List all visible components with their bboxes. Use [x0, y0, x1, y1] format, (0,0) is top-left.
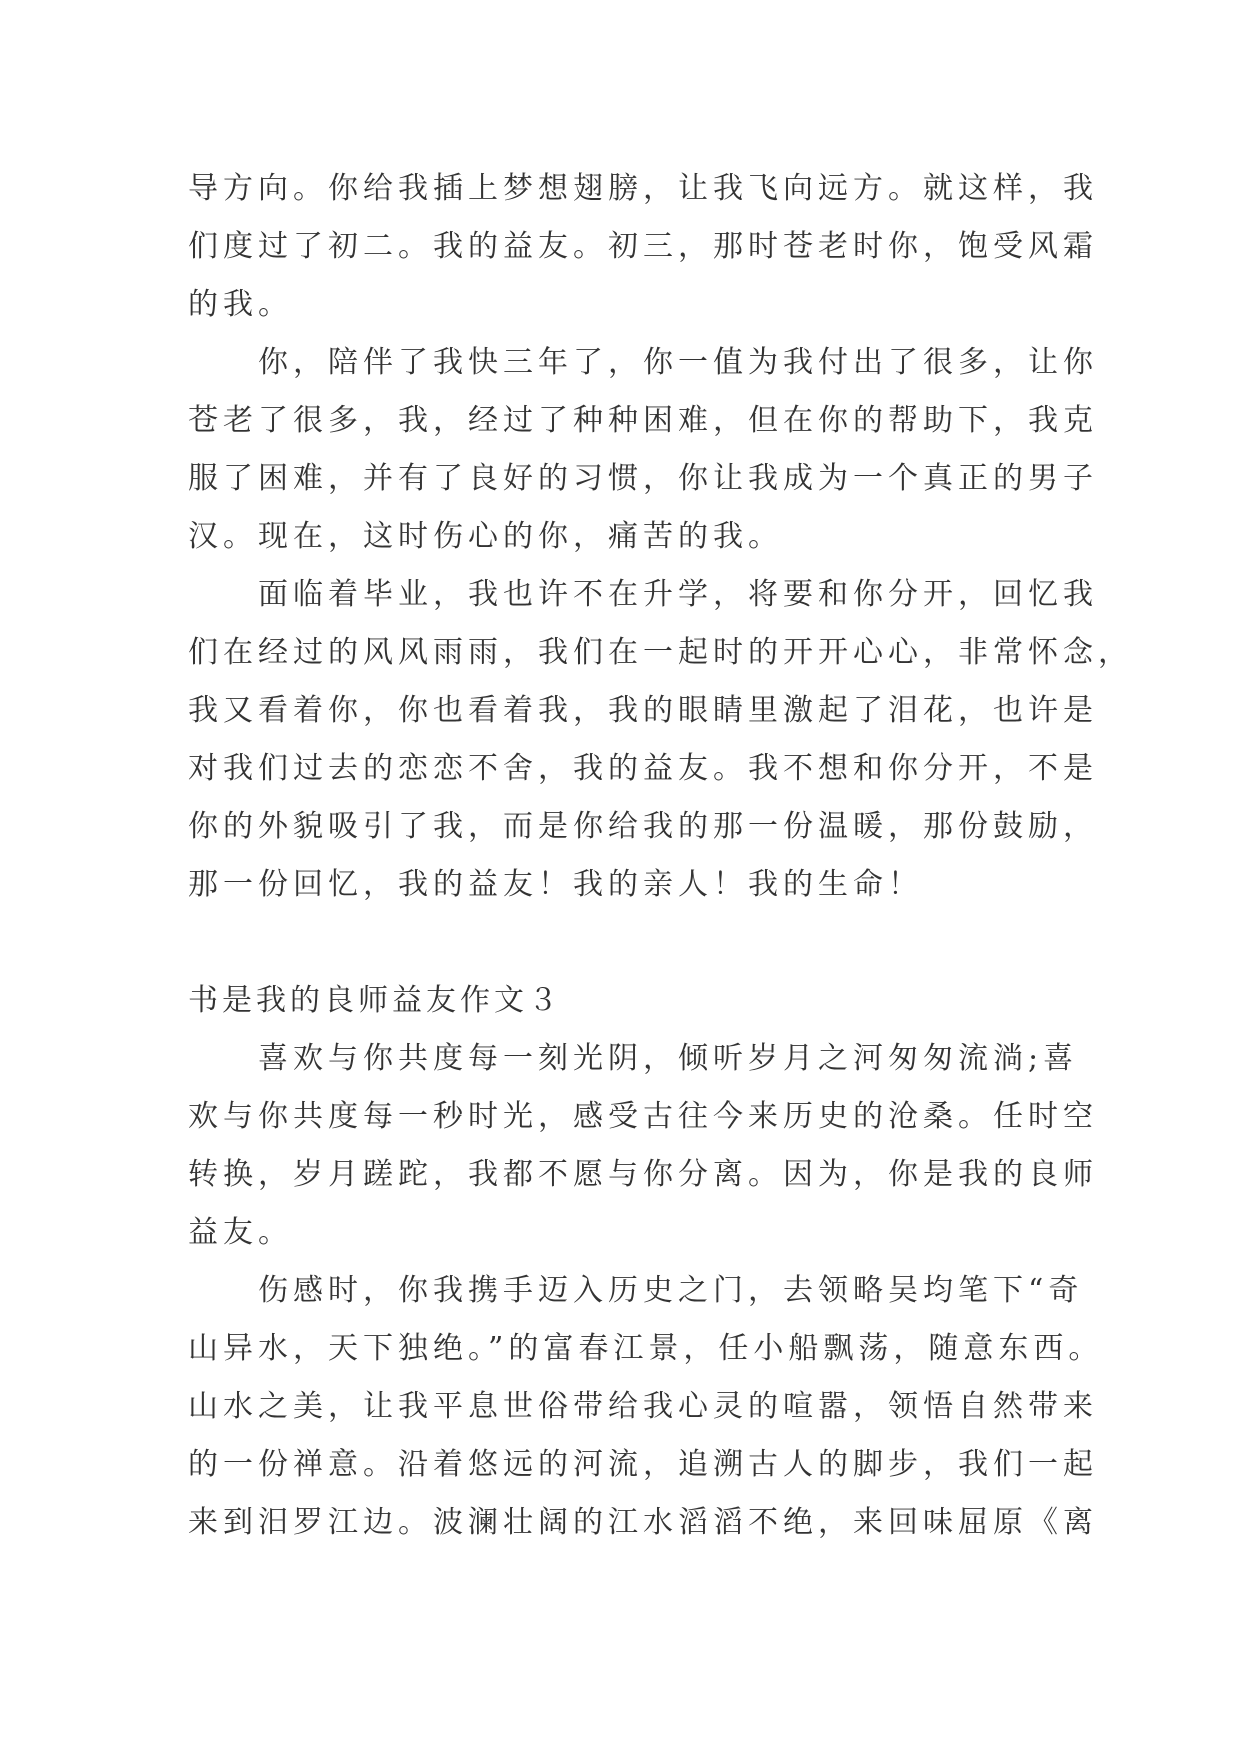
text-line: 转换，岁月蹉跎，我都不愿与你分离。因为，你是我的良师 [188, 1157, 1098, 1192]
paragraph [188, 566, 1133, 914]
text-line: 山异水，天下独绝。”的富春江景，任小船飘荡，随意东西。 [188, 1331, 1104, 1366]
paragraph [188, 1030, 1098, 1262]
heading-text: 书是我的良师益友作文３ [188, 983, 562, 1018]
document-body [188, 160, 1133, 1552]
text-line: 那一份回忆，我的益友！我的亲人！我的生命！ [188, 867, 923, 902]
paragraph [188, 1262, 1104, 1552]
text-line: 的一份禅意。沿着悠远的河流，追溯古人的脚步，我们一起 [188, 1447, 1098, 1482]
text-line: 对我们过去的恋恋不舍，我的益友。我不想和你分开，不是 [188, 751, 1098, 786]
text-line: 导方向。你给我插上梦想翅膀，让我飞向远方。就这样，我 [188, 171, 1098, 206]
text-line: 苍老了很多，我，经过了种种困难，但在你的帮助下，我克 [188, 403, 1098, 438]
text-line: 的我。 [188, 287, 293, 322]
text-line: 伤感时，你我携手迈入历史之门，去领略吴均笔下“奇 [188, 1273, 1084, 1308]
text-line: 们度过了初二。我的益友。初三，那时苍老时你，饱受风霜 [188, 229, 1098, 264]
text-line: 益友。 [188, 1215, 293, 1250]
text-line: 你的外貌吸引了我，而是你给我的那一份温暖，那份鼓励， [188, 809, 1098, 844]
text-line: 汉。现在，这时伤心的你，痛苦的我。 [188, 519, 783, 554]
text-line: 喜欢与你共度每一刻光阴，倾听岁月之河匆匆流淌;喜 [188, 1041, 1079, 1076]
text-line: 欢与你共度每一秒时光，感受古往今来历史的沧桑。任时空 [188, 1099, 1098, 1134]
text-line: 你，陪伴了我快三年了，你一值为我付出了很多，让你 [188, 345, 1098, 380]
section-heading [188, 972, 1068, 1030]
paragraph [188, 160, 1098, 334]
text-line: 服了困难，并有了良好的习惯，你让我成为一个真正的男子 [188, 461, 1098, 496]
text-line: 山水之美，让我平息世俗带给我心灵的喧嚣，领悟自然带来 [188, 1389, 1098, 1424]
text-line: 们在经过的风风雨雨，我们在一起时的开开心心，非常怀念， [188, 635, 1133, 670]
text-line: 来到汨罗江边。波澜壮阔的江水滔滔不绝，来回味屈原《离 [188, 1505, 1098, 1540]
section-spacer [188, 914, 1068, 972]
text-line: 我又看着你，你也看着我，我的眼睛里激起了泪花，也许是 [188, 693, 1098, 728]
text-line: 面临着毕业，我也许不在升学，将要和你分开，回忆我 [188, 577, 1098, 612]
paragraph [188, 334, 1098, 566]
